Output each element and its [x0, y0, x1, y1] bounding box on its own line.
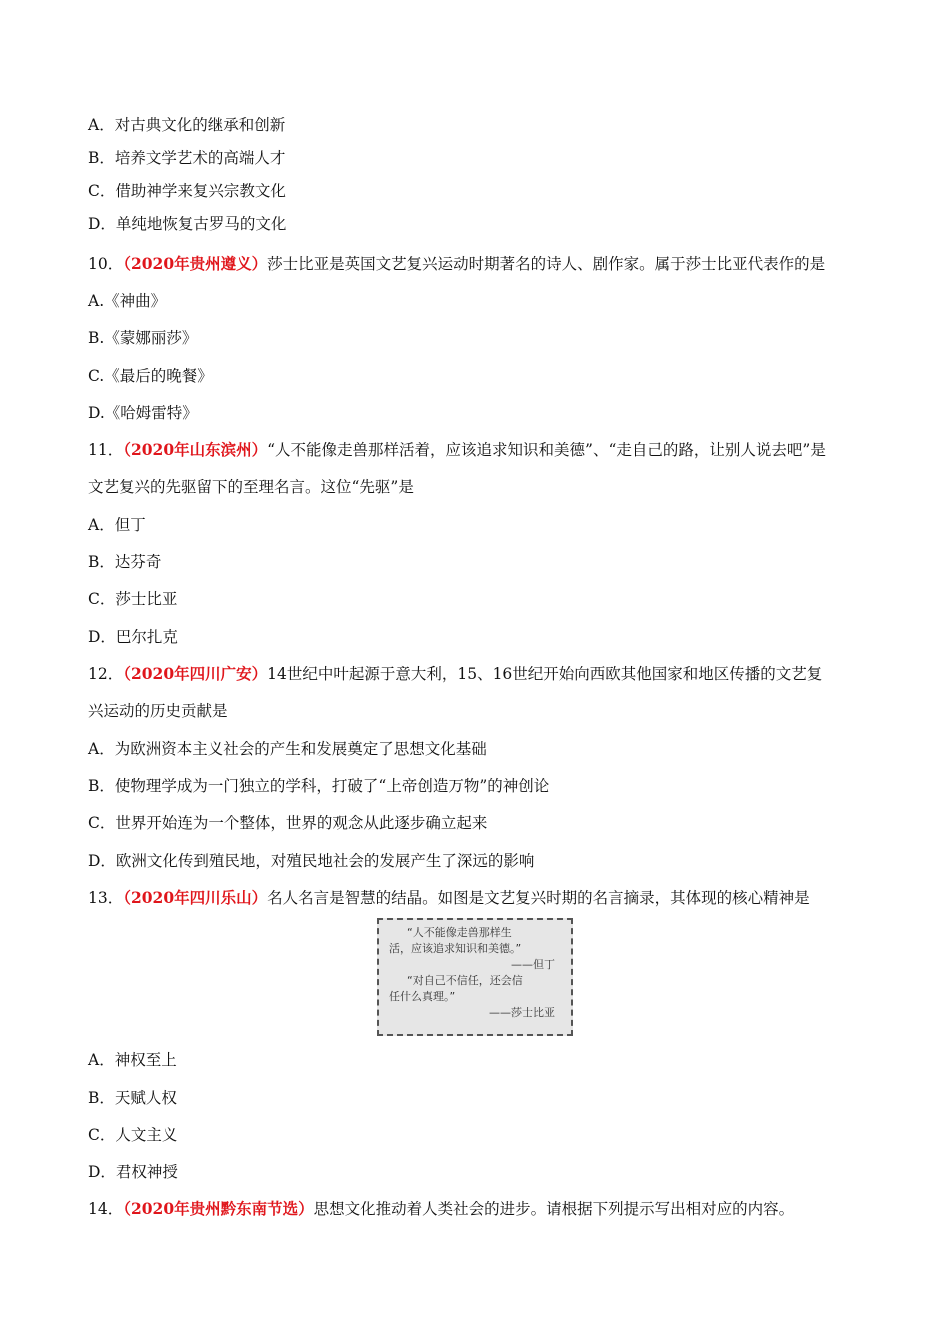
q10-number: 10． — [88, 255, 124, 273]
q11-text-2: 文艺复兴的先驱留下的至理名言。这位“先驱”是 — [88, 478, 414, 496]
q9-option-a: A．对古典文化的继承和创新 — [88, 116, 286, 134]
q13-number: 13． — [88, 889, 124, 907]
q9-option-b: B．培养文学艺术的高端人才 — [88, 149, 286, 167]
q12-option-c: C．世界开始连为一个整体，世界的观念从此逐步确立起来 — [88, 814, 488, 832]
q12-option-a: A．为欧洲资本主义社会的产生和发展奠定了思想文化基础 — [88, 740, 487, 758]
q12-option-b: B．使物理学成为一门独立的学科，打破了“上帝创造万物”的神创论 — [88, 777, 550, 795]
q10-stem — [88, 254, 825, 274]
q13-option-a: A．神权至上 — [88, 1051, 177, 1069]
q14-source: （2020年贵州黔东南节选） — [123, 1199, 314, 1218]
q9-option-c: C．借助神学来复兴宗教文化 — [88, 182, 286, 200]
q10-source: （2020年贵州遵义） — [123, 254, 268, 273]
q12-number: 12． — [88, 665, 124, 683]
q11-stem — [88, 440, 826, 460]
quote-line-2: 活，应该追求知识和美德。” — [389, 942, 522, 955]
q11-option-d: D．巴尔扎克 — [88, 628, 178, 646]
q11-option-c: C．莎士比亚 — [88, 590, 178, 608]
q10-option-d: D.《哈姆雷特》 — [88, 404, 198, 422]
q13-text: 名人名言是智慧的结晶。如图是文艺复兴时期的名言摘录，其体现的核心精神是 — [267, 889, 810, 907]
quote-attribution-1: ——但丁 — [511, 958, 555, 971]
q12-stem — [88, 664, 822, 684]
q11-source: （2020年山东滨州） — [123, 440, 268, 459]
q13-option-d: D．君权神授 — [88, 1163, 178, 1181]
quote-line-1: “人不能像走兽那样生 — [407, 926, 512, 939]
q13-option-c: C．人文主义 — [88, 1126, 178, 1144]
q14-stem — [88, 1199, 794, 1219]
q10-option-b: B.《蒙娜丽莎》 — [88, 329, 198, 347]
quote-attribution-2: ——莎士比亚 — [489, 1006, 555, 1019]
q12-source: （2020年四川广安） — [123, 664, 268, 683]
q13-option-b: B．天赋人权 — [88, 1089, 177, 1107]
q9-option-d: D．单纯地恢复古罗马的文化 — [88, 215, 287, 233]
q13-stem — [88, 888, 810, 908]
q12-text-2: 兴运动的历史贡献是 — [88, 702, 228, 720]
quote-line-4: 任什么真理。” — [389, 990, 456, 1003]
q12-text-1: 14世纪中叶起源于意大利，15、16世纪开始向西欧其他国家和地区传播的文艺复 — [267, 665, 823, 683]
q10-option-c: C.《最后的晚餐》 — [88, 367, 213, 385]
quote-figure — [377, 918, 573, 1036]
q10-option-a: A.《神曲》 — [88, 292, 167, 310]
q12-option-d: D．欧洲文化传到殖民地，对殖民地社会的发展产生了深远的影响 — [88, 852, 535, 870]
q11-option-b: B．达芬奇 — [88, 553, 162, 571]
q14-number: 14． — [88, 1200, 124, 1218]
quote-line-3: “对自己不信任，还会信 — [407, 974, 523, 987]
q11-option-a: A．但丁 — [88, 516, 146, 534]
q11-number: 11． — [88, 441, 124, 459]
q10-text: 莎士比亚是英国文艺复兴运动时期著名的诗人、剧作家。属于莎士比亚代表作的是 — [267, 255, 826, 273]
q11-text-1: “人不能像走兽那样活着，应该追求知识和美德”、“走自己的路，让别人说去吧”是 — [267, 441, 826, 459]
q13-source: （2020年四川乐山） — [123, 888, 268, 907]
q14-text: 思想文化推动着人类社会的进步。请根据下列提示写出相对应的内容。 — [313, 1200, 795, 1218]
